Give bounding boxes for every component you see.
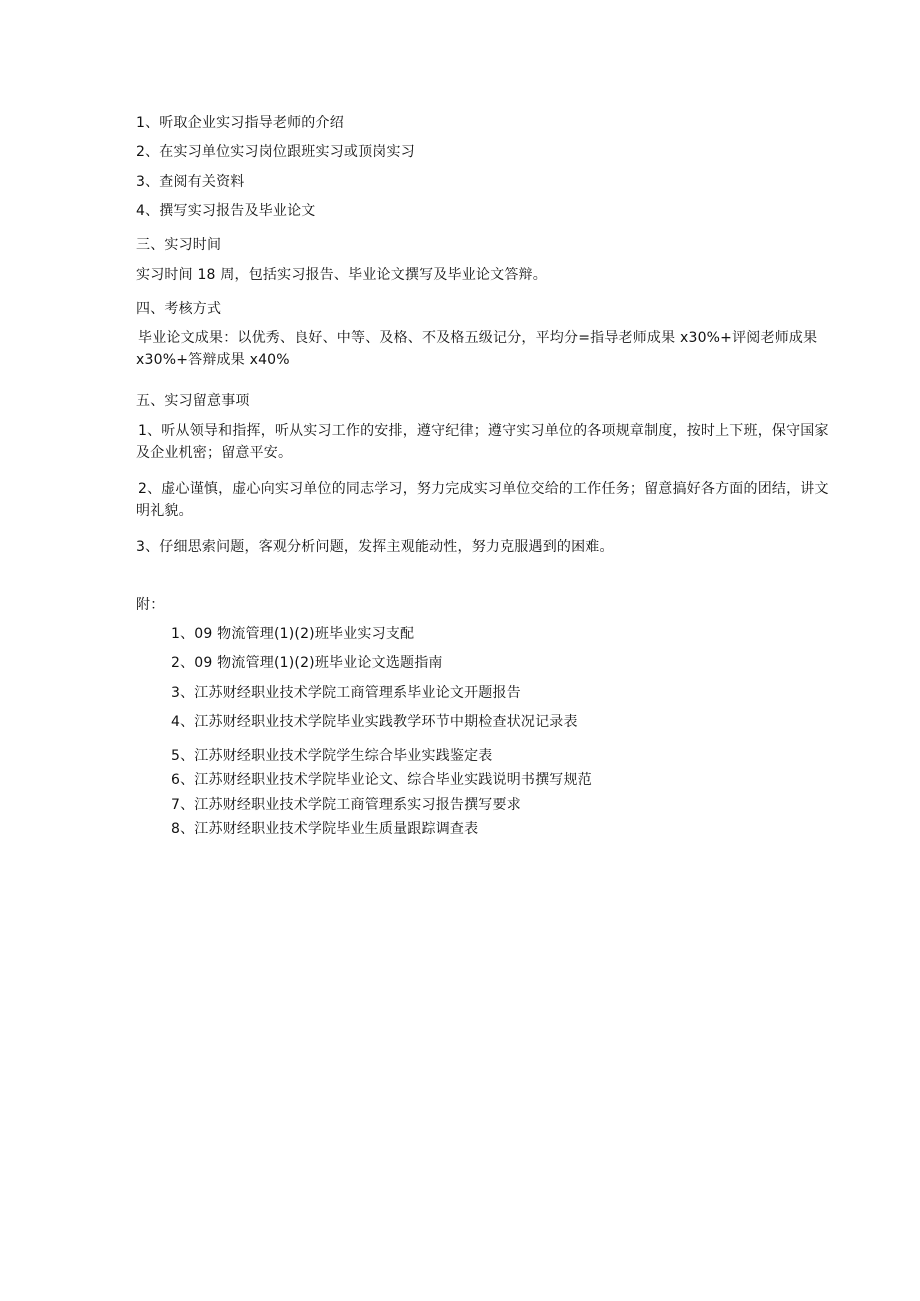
- attachment-item-8: 8、江苏财经职业技术学院毕业生质量跟踪调查表: [171, 821, 479, 837]
- attachment-item-1: 1、09 物流管理(1)(2)班毕业实习支配: [171, 626, 415, 642]
- attachments-heading: 附：: [136, 597, 165, 613]
- content-step-4: 4、撰写实习报告及毕业论文: [136, 203, 316, 219]
- notes-heading: 五、实习留意事项: [136, 393, 250, 409]
- attachment-item-4: 4、江苏财经职业技术学院毕业实践教学环节中期检查状况记录表: [171, 714, 578, 730]
- note-item-3: 3、仔细思索问题，客观分析问题，发挥主观能动性，努力克服遇到的困难。: [136, 539, 614, 555]
- attachment-item-6: 6、江苏财经职业技术学院毕业论文、综合毕业实践说明书撰写规范: [171, 772, 592, 788]
- attachment-item-7: 7、江苏财经职业技术学院工商管理系实习报告撰写要求: [171, 797, 521, 813]
- content-step-3: 3、查阅有关资料: [136, 174, 245, 190]
- content-step-2: 2、在实习单位实习岗位跟班实习或顶岗实习: [136, 144, 415, 160]
- attachment-item-5: 5、江苏财经职业技术学院学生综合毕业实践鉴定表: [171, 748, 493, 764]
- note-item-1: 1、听从领导和指挥，听从实习工作的安排，遵守纪律；遵守实习单位的各项规章制度，按时上下班，保守国家及企业机密；留意平安。: [136, 423, 829, 462]
- time-heading: 三、实习时间: [136, 237, 222, 253]
- content-step-1: 1、听取企业实习指导老师的介绍: [136, 115, 344, 131]
- time-text: 实习时间 18 周，包括实习报告、毕业论文撰写及毕业论文答辩。: [136, 267, 547, 283]
- assessment-heading: 四、考核方式: [136, 301, 222, 317]
- note-item-2: 2、虚心谨慎，虚心向实习单位的同志学习，努力完成实习单位交给的工作任务；留意搞好各方面的团结，讲文明礼貌。: [136, 481, 829, 520]
- assessment-text: 毕业论文成果：以优秀、良好、中等、及格、不及格五级记分，平均分=指导老师成果 x30%+评阅老师成果 x30%+答辩成果 x40%: [136, 330, 818, 369]
- attachment-item-3: 3、江苏财经职业技术学院工商管理系毕业论文开题报告: [171, 685, 521, 701]
- attachment-item-2: 2、09 物流管理(1)(2)班毕业论文选题指南: [171, 655, 443, 671]
